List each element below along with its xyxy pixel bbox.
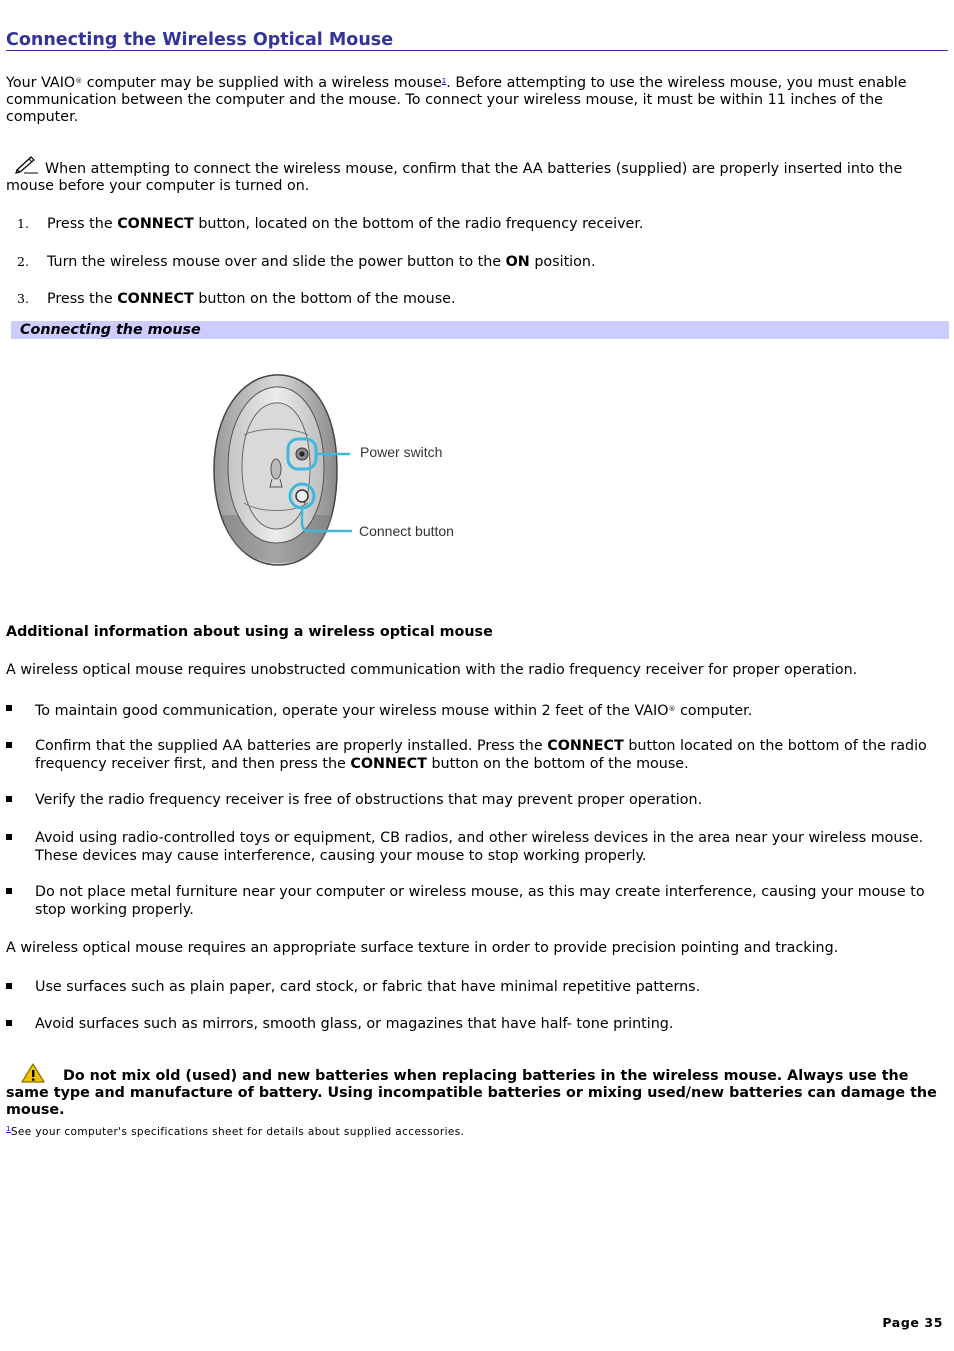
footnote-mark[interactable]: 1 xyxy=(6,1125,11,1133)
additional-heading: Additional information about using a wireless optical mouse xyxy=(6,624,493,640)
step-number: 2. xyxy=(17,254,29,269)
step-number: 3. xyxy=(17,291,29,306)
note-text: When attempting to connect the wireless mouse, confirm that the AA batteries (supplied) are properly inserted into the mouse before your computer is turned on. xyxy=(6,161,903,194)
warning-text: Do not mix old (used) and new batteries when replacing batteries in the wireless mouse. Always use the same type and manufacture of battery. Using incompatible batteries or mixing used/new batteries can damage the mouse. xyxy=(6,1068,937,1118)
bullet-item xyxy=(35,700,935,720)
footnote-text: See your computer's specifications sheet for details about supplied accessories. xyxy=(10,1126,465,1138)
bullet-marker xyxy=(6,834,12,840)
step-text-bold: CONNECT xyxy=(117,216,194,232)
step-text-post: button, located on the bottom of the radio frequency receiver. xyxy=(193,216,644,232)
mouse-bottom-illustration xyxy=(200,365,490,575)
intro-text-2: computer may be supplied with a wireless mouse xyxy=(82,75,442,91)
bullet-marker xyxy=(6,796,12,802)
step-text-bold: ON xyxy=(505,254,530,270)
step-text-post: position. xyxy=(529,254,596,270)
bullet-text: computer. xyxy=(675,703,753,719)
step-number: 1. xyxy=(17,216,29,231)
page-number: Page 35 xyxy=(882,1315,943,1330)
title-rule xyxy=(6,50,948,51)
step-text xyxy=(47,291,456,308)
step-text xyxy=(47,216,643,233)
page-title: Connecting the Wireless Optical Mouse xyxy=(6,30,394,50)
connect-button-label: Connect button xyxy=(359,523,454,539)
step-text-pre: Turn the wireless mouse over and slide the power button to the xyxy=(47,254,506,270)
bullet-marker xyxy=(6,888,12,894)
bullet-text: Confirm that the supplied AA batteries are properly installed. Press the xyxy=(35,738,548,754)
bullet-item: Verify the radio frequency receiver is free of obstructions that may prevent proper operation. xyxy=(35,792,703,808)
step-text-pre: Press the xyxy=(47,216,118,232)
step-text-post: button on the bottom of the mouse. xyxy=(193,291,456,307)
registered-mark: ® xyxy=(668,705,676,713)
bullet-item: Avoid using radio-controlled toys or equipment, CB radios, and other wireless devices in the area near your wireless mouse. These devices may cause interference, causing your mouse to stop working properly. xyxy=(35,830,924,864)
step-text-bold: CONNECT xyxy=(117,291,194,307)
bullet-text: button on the bottom of the mouse. xyxy=(426,756,689,772)
bullet-text-bold: CONNECT xyxy=(547,738,624,754)
bullet-item: Do not place metal furniture near your computer or wireless mouse, as this may create interference, causing your mouse to stop working properly. xyxy=(35,884,925,918)
footnote xyxy=(6,1125,464,1138)
bullet-marker xyxy=(6,1020,12,1026)
bullet-marker xyxy=(6,742,12,748)
registered-mark: ® xyxy=(75,77,83,85)
bullet-marker xyxy=(6,705,12,711)
intro-text-1: Your VAIO xyxy=(6,75,76,91)
figure-caption: Connecting the mouse xyxy=(20,322,201,338)
bullet-text: button located on the bottom of the radio frequency receiver first, and then press the xyxy=(35,738,927,772)
bullet-text: To maintain good communication, operate your wireless mouse within 2 feet of the VAIO xyxy=(35,703,669,719)
footnote-link[interactable]: 1 xyxy=(441,77,447,85)
intro-text-3: . Before attempting to use the wireless mouse, you must enable communication between the computer and the mouse. To connect your wireless mouse, it must be within 11 inches of the computer. xyxy=(6,75,907,125)
step-text xyxy=(47,254,596,271)
additional-paragraph-2: A wireless optical mouse requires an appropriate surface texture in order to provide precision pointing and tracking. xyxy=(6,940,839,956)
bullet-item xyxy=(35,737,935,773)
bullet-marker xyxy=(6,983,12,989)
bullet-item: Avoid surfaces such as mirrors, smooth glass, or magazines that have half- tone printing. xyxy=(35,1016,674,1032)
bullet-text-bold: CONNECT xyxy=(350,756,427,772)
bullet-item: Use surfaces such as plain paper, card stock, or fabric that have minimal repetitive patterns. xyxy=(35,979,701,995)
power-switch-label: Power switch xyxy=(360,444,443,460)
step-text-pre: Press the xyxy=(47,291,118,307)
additional-paragraph-1: A wireless optical mouse requires unobstructed communication with the radio frequency receiver for proper operation. xyxy=(6,662,858,678)
intro-paragraph xyxy=(6,73,948,126)
